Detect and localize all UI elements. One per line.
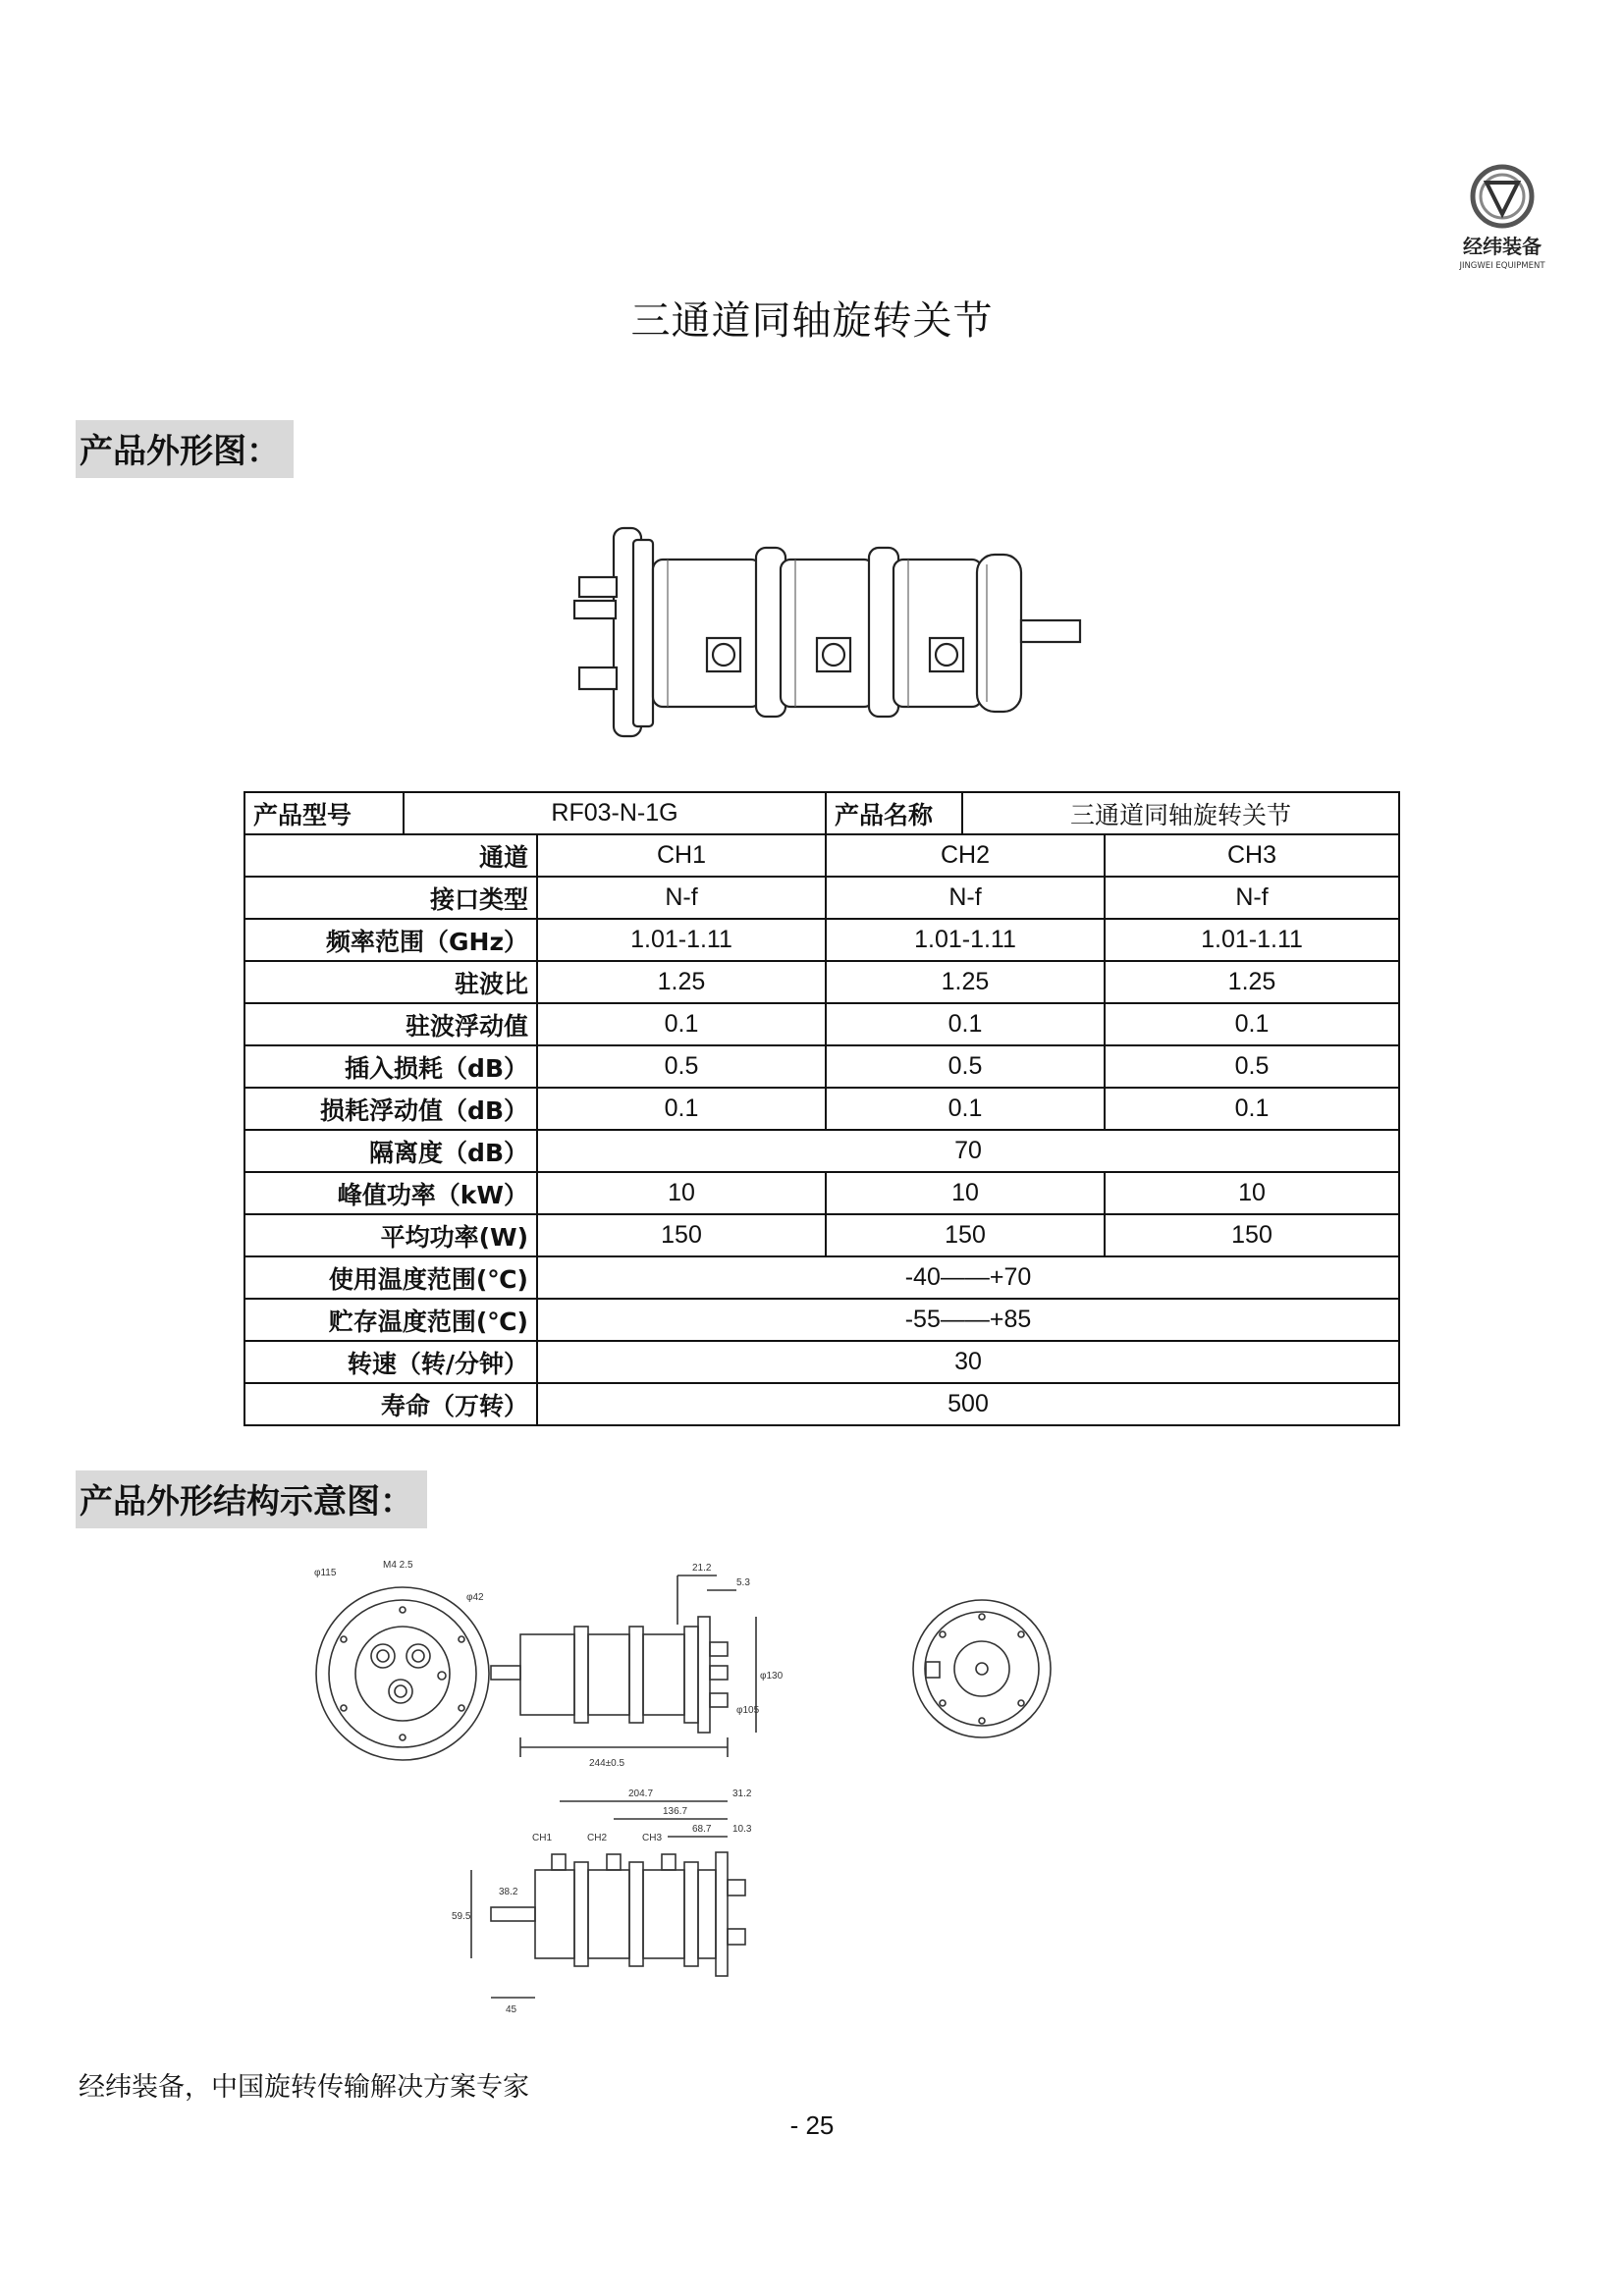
spec-value-ch2: 1.01-1.11 <box>826 919 1105 961</box>
spec-value-ch1: 1.01-1.11 <box>537 919 826 961</box>
spec-value-ch3: 0.1 <box>1105 1088 1399 1130</box>
spec-label: 频率范围（GHz） <box>244 919 537 961</box>
dim-d3: 68.7 <box>692 1824 712 1835</box>
name-value: 三通道同轴旋转关节 <box>962 792 1399 834</box>
spec-value-all: -55——+85 <box>537 1299 1399 1341</box>
model-label: 产品型号 <box>244 792 404 834</box>
spec-row <box>244 1341 1399 1383</box>
spec-label: 驻波比 <box>244 961 537 1003</box>
spec-row <box>244 1256 1399 1299</box>
spec-value-ch1: N-f <box>537 877 826 919</box>
company-logo <box>1443 157 1561 275</box>
spec-label: 贮存温度范围(℃) <box>244 1299 537 1341</box>
spec-value-all: -40——+70 <box>537 1256 1399 1299</box>
dim-dia-body: φ105 <box>736 1705 760 1716</box>
spec-value-ch3: 1.25 <box>1105 961 1399 1003</box>
spec-row <box>244 1172 1399 1214</box>
dim-d2: 136.7 <box>663 1806 688 1817</box>
spec-row <box>244 961 1399 1003</box>
spec-value-ch2: N-f <box>826 877 1105 919</box>
page-title: 三通道同轴旋转关节 <box>630 298 994 344</box>
spec-table <box>244 791 1400 1426</box>
spec-value-ch2: 10 <box>826 1172 1105 1214</box>
dim-m-thread: M4 2.5 <box>383 1560 413 1571</box>
spec-value-ch2: 0.1 <box>826 1003 1105 1045</box>
spec-value-ch3: 10 <box>1105 1172 1399 1214</box>
spec-value-ch1: 150 <box>537 1214 826 1256</box>
spec-value-ch3: 0.1 <box>1105 1003 1399 1045</box>
label-ch1: CH1 <box>532 1833 553 1843</box>
spec-value-ch3: 0.5 <box>1105 1045 1399 1088</box>
page-number: - 25 <box>789 2110 835 2140</box>
spec-row <box>244 1088 1399 1130</box>
label-ch2: CH2 <box>587 1833 608 1843</box>
spec-row <box>244 1299 1399 1341</box>
spec-value-ch1: 0.1 <box>537 1003 826 1045</box>
spec-row <box>244 1130 1399 1172</box>
technical-drawing <box>275 1546 1375 2056</box>
dim-d7: 5.3 <box>736 1577 750 1588</box>
spec-label: 转速（转/分钟） <box>244 1341 537 1383</box>
spec-label: 通道 <box>244 834 537 877</box>
spec-label: 寿命（万转） <box>244 1383 537 1425</box>
dim-dia-flange: φ130 <box>760 1671 784 1682</box>
spec-value-ch3: 150 <box>1105 1214 1399 1256</box>
spec-value-ch3: N-f <box>1105 877 1399 919</box>
spec-value-all: 70 <box>537 1130 1399 1172</box>
product-image <box>560 520 1090 746</box>
dim-d4: 31.2 <box>732 1789 752 1799</box>
spec-body <box>244 834 1399 1425</box>
spec-value-ch2: CH2 <box>826 834 1105 877</box>
spec-label: 使用温度范围(℃) <box>244 1256 537 1299</box>
spec-value-all: 500 <box>537 1383 1399 1425</box>
spec-value-ch2: 1.25 <box>826 961 1105 1003</box>
svg-text:JINGWEI EQUIPMENT: JINGWEI EQUIPMENT <box>1459 261 1545 271</box>
footer-slogan: 经纬装备，中国旋转传输解决方案专家 <box>79 2072 529 2103</box>
spec-value-ch2: 150 <box>826 1214 1105 1256</box>
dim-total-length: 244±0.5 <box>589 1758 625 1769</box>
spec-value-ch2: 0.1 <box>826 1088 1105 1130</box>
spec-row <box>244 877 1399 919</box>
spec-label: 插入损耗（dB） <box>244 1045 537 1088</box>
dim-dia115: φ115 <box>314 1568 337 1578</box>
spec-label: 峰值功率（kW） <box>244 1172 537 1214</box>
label-ch3: CH3 <box>642 1833 663 1843</box>
spec-value-ch2: 0.5 <box>826 1045 1105 1088</box>
spec-value-ch1: 0.5 <box>537 1045 826 1088</box>
dim-d1: 204.7 <box>628 1789 654 1799</box>
spec-header-row <box>244 792 1399 834</box>
spec-value-ch1: 0.1 <box>537 1088 826 1130</box>
spec-row <box>244 1003 1399 1045</box>
section-heading-structure: 产品外形结构示意图： <box>76 1470 427 1528</box>
spec-value-ch3: 1.01-1.11 <box>1105 919 1399 961</box>
dim-d9: 38.2 <box>499 1887 518 1897</box>
spec-label: 损耗浮动值（dB） <box>244 1088 537 1130</box>
spec-label: 驻波浮动值 <box>244 1003 537 1045</box>
dim-d5: 10.3 <box>732 1824 752 1835</box>
model-value: RF03-N-1G <box>404 792 826 834</box>
spec-value-ch3: CH3 <box>1105 834 1399 877</box>
spec-value-ch1: CH1 <box>537 834 826 877</box>
spec-row <box>244 1383 1399 1425</box>
spec-label: 隔离度（dB） <box>244 1130 537 1172</box>
name-label: 产品名称 <box>826 792 962 834</box>
dim-d10: 45 <box>506 2004 517 2015</box>
spec-value-all: 30 <box>537 1341 1399 1383</box>
spec-row <box>244 1214 1399 1256</box>
spec-value-ch1: 10 <box>537 1172 826 1214</box>
section-heading-appearance: 产品外形图： <box>76 420 294 478</box>
spec-label: 接口类型 <box>244 877 537 919</box>
spec-row <box>244 1045 1399 1088</box>
dim-d8: 59.5 <box>452 1911 471 1922</box>
spec-value-ch1: 1.25 <box>537 961 826 1003</box>
spec-label: 平均功率(W) <box>244 1214 537 1256</box>
svg-text:经纬装备: 经纬装备 <box>1463 235 1542 258</box>
spec-row <box>244 834 1399 877</box>
dim-d6: 21.2 <box>692 1563 712 1574</box>
dim-dia42: φ42 <box>466 1592 484 1603</box>
spec-row <box>244 919 1399 961</box>
